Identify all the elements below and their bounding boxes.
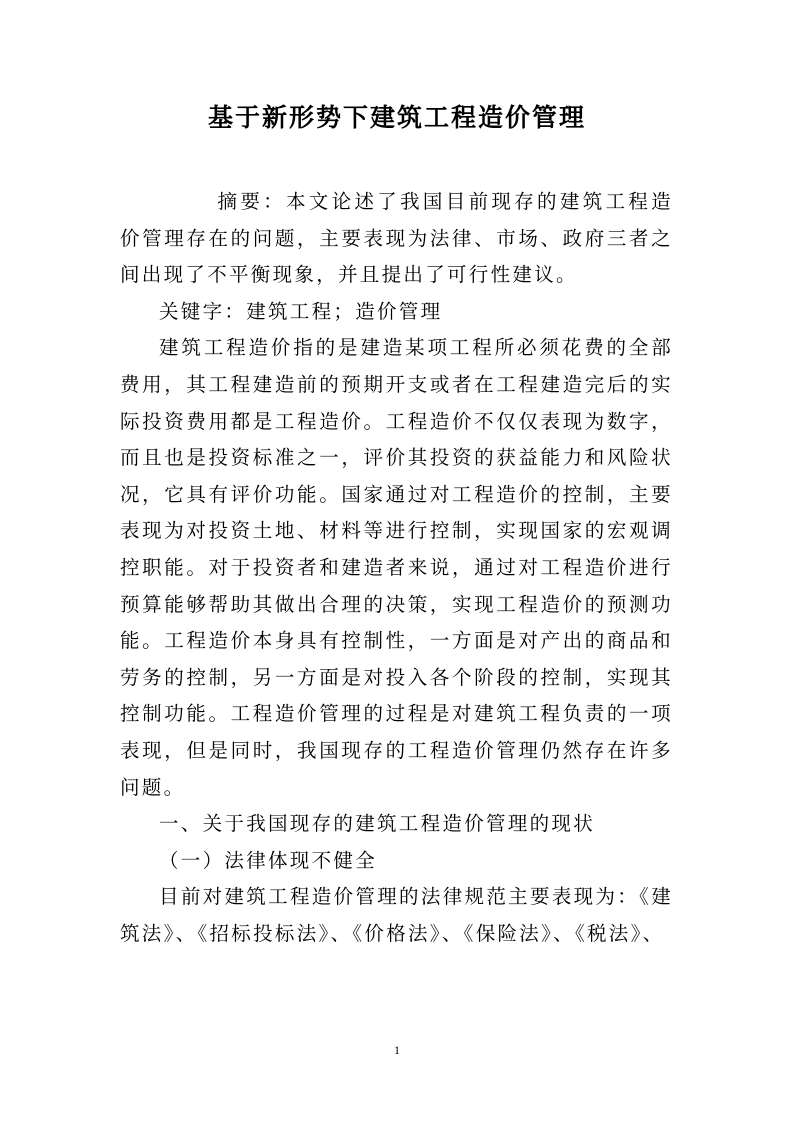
intro-paragraph: 建筑工程造价指的是建造某项工程所必须花费的全部费用，其工程建造前的预期开支或者在工程建造完后的实际投资费用都是工程造价。工程造价不仅仅表现为数字，而且也是投资标准之一，评价其投资的获益能力和风险状况，它具有评价功能。国家通过对工程造价的控制，主要表现为对投资土地、材料等进行控制，实现国家的宏观调控职能。对于投资者和建造者来说，通过对工程造价进行预算能够帮助其做出合理的决策，实现工程造价的预测功能。工程造价本身具有控制性，一方面是对产出的商品和劳务的控制，另一方面是对投入各个阶段的控制，实现其控制功能。工程造价管理的过程是对建筑工程负责的一项表现，但是同时，我国现存的工程造价管理仍然存在许多问题。 xyxy=(120,336,673,799)
keywords-paragraph: 关键字：建筑工程；造价管理 xyxy=(159,299,443,323)
law-paragraph: 目前对建筑工程造价管理的法律规范主要表现为：《建筑法》、《招标投标法》、《价格法》、《保险法》、《税法》、 xyxy=(120,885,673,945)
document-title: 基于新形势下建筑工程造价管理 xyxy=(207,103,586,132)
abstract-paragraph: 摘要：本文论述了我国目前现存的建筑工程造价管理存在的问题，主要表现为法律、市场、政府三者之间出现了不平衡现象，并且提出了可行性建议。 xyxy=(120,190,673,287)
document-body xyxy=(120,184,673,952)
section-heading: 一、关于我国现存的建筑工程造价管理的现状 xyxy=(159,812,596,836)
page-number: 1 xyxy=(394,1043,400,1057)
subsection-heading: （一）法律体现不健全 xyxy=(159,848,378,872)
